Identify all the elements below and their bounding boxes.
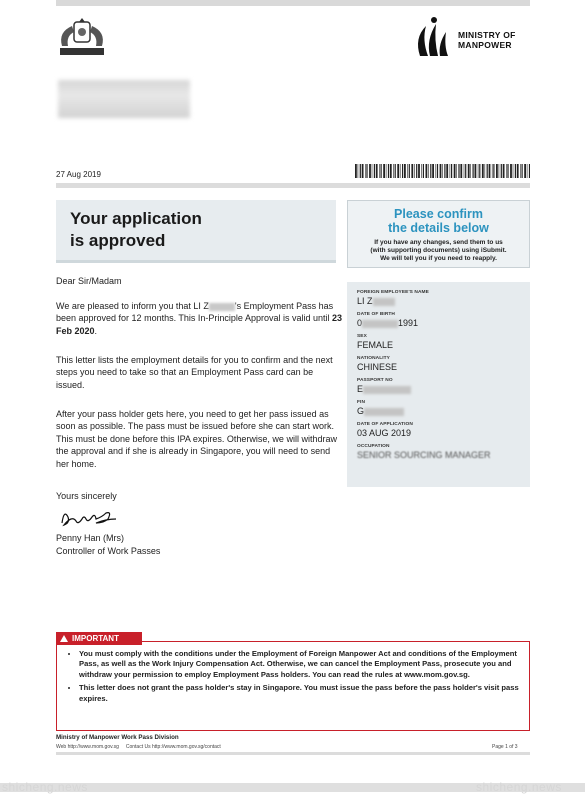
barcode-bar — [409, 164, 410, 178]
approval-banner — [56, 200, 336, 263]
confirm-title — [348, 207, 529, 235]
confirm-title-line2: the details below — [388, 221, 489, 235]
footer-links — [56, 744, 221, 750]
barcode-bar — [376, 164, 378, 178]
barcode-bar — [411, 164, 413, 178]
field-passport — [357, 378, 411, 394]
barcode-bar — [520, 164, 521, 178]
barcode-bar — [470, 164, 471, 178]
paragraph-approval-middle: 's Employment Pass has been approved for 12 months. This In-Principle Approval is valid until — [56, 301, 334, 324]
barcode-bar — [369, 164, 371, 178]
field-label: NATIONALITY — [357, 356, 390, 361]
approval-title-line1: Your application — [70, 209, 202, 228]
field-nationality — [357, 356, 397, 372]
ministry-line1: MINISTRY OF — [458, 30, 516, 40]
barcode-bar — [418, 164, 420, 178]
confirm-text-line1: If you have any changes, send them to us — [374, 239, 503, 246]
dob-year: 1991 — [398, 318, 419, 328]
barcode-bar — [362, 164, 364, 178]
salutation: Dear Sir/Madam — [56, 276, 122, 286]
barcode-bar — [492, 164, 493, 178]
barcode-bar — [468, 164, 470, 178]
barcode-bar — [487, 164, 488, 178]
field-value: CHINESE — [357, 362, 398, 372]
barcode-bar — [366, 164, 367, 178]
important-notice — [56, 641, 530, 731]
watermark-left: shicheng.news — [2, 780, 88, 794]
field-fin — [357, 400, 404, 416]
barcode-bar — [524, 164, 526, 178]
barcode-bar — [517, 164, 519, 178]
barcode-bar — [510, 164, 512, 178]
barcode-bar — [489, 164, 491, 178]
redacted-name — [209, 303, 235, 311]
barcode-bar — [446, 164, 448, 178]
confirm-text-line3: We will tell you if you need to reapply. — [380, 255, 497, 262]
ministry-line2: MANPOWER — [458, 40, 512, 50]
barcode-bar — [482, 164, 484, 178]
barcode-bar — [416, 164, 417, 178]
barcode-bar — [393, 164, 394, 178]
field-label: FIN — [357, 400, 366, 405]
field-label: OCCUPATION — [357, 444, 390, 449]
barcode-bar — [515, 164, 516, 178]
barcode-bar — [507, 164, 508, 178]
important-item-2: • This letter does not grant the pass holder's stay in Singapore. You must issue the pass before the pass holder's visit pass expires. — [79, 683, 519, 704]
paragraph-next-steps: After your pass holder gets here, you need to get her pass issued as soon as possible. The pass must be issued before she can start work. This must be done before this IPA expires. Otherwise, we will withdraw the approval and if she is already in Singapore, you will need to send her home. — [56, 409, 337, 469]
important-label: IMPORTANT — [72, 634, 119, 643]
barcode-bar — [426, 164, 428, 178]
letter-date: 27 Aug 2019 — [56, 170, 101, 179]
singapore-crest-icon — [56, 16, 108, 60]
barcode-bar — [436, 164, 437, 178]
barcode-bar — [440, 164, 442, 178]
barcode-bar — [432, 164, 434, 178]
barcode-bar — [456, 164, 457, 178]
barcode-bar — [423, 164, 424, 178]
footer-bar — [56, 752, 530, 755]
field-dob — [357, 312, 418, 328]
important-tab — [56, 632, 142, 645]
barcode-bar — [437, 164, 438, 178]
redacted-dob — [362, 320, 398, 328]
field-value — [357, 318, 418, 328]
watermark-right: shicheng.news — [476, 780, 562, 794]
barcode-bar — [451, 164, 452, 178]
redacted-address — [58, 80, 190, 118]
signature-image — [58, 505, 138, 529]
paragraph-approval-end: . — [94, 325, 98, 336]
redacted-name-part — [373, 298, 395, 306]
barcode-bar — [372, 164, 373, 178]
warning-icon — [60, 635, 68, 642]
ministry-name — [458, 30, 516, 50]
barcode-bar — [460, 164, 462, 178]
barcode-bar — [383, 164, 385, 178]
field-occupation — [357, 444, 491, 460]
field-value: SENIOR SOURCING MANAGER — [357, 450, 491, 460]
barcode-bar — [478, 164, 479, 178]
barcode-bar — [454, 164, 456, 178]
field-value — [357, 384, 411, 394]
field-application-date — [357, 422, 413, 438]
footer-web-link[interactable]: Web http://www.mom.gov.sg — [56, 744, 119, 750]
barcode-bar — [442, 164, 443, 178]
confirm-details-panel — [347, 200, 530, 268]
confirm-text-line2: (with supporting documents) using iSubmit. — [370, 247, 507, 254]
fin-prefix: G — [357, 406, 365, 416]
approval-title — [70, 208, 202, 252]
barcode-bar — [444, 164, 445, 178]
footer-division: Ministry of Manpower Work Pass Division — [56, 734, 179, 741]
barcode-bar — [390, 164, 392, 178]
field-name — [357, 290, 429, 306]
barcode-bar — [421, 164, 422, 178]
validity-date: 23 Feb 2020 — [56, 313, 343, 336]
barcode-bar — [513, 164, 514, 178]
barcode-bar — [522, 164, 523, 178]
dob-prefix: 0 — [357, 318, 363, 328]
confirm-instructions — [348, 239, 529, 263]
barcode-bar — [360, 164, 361, 178]
footer-contact-link[interactable]: Contact Us http://www.mom.gov.sg/contact — [125, 744, 221, 750]
barcode-bar — [400, 164, 401, 178]
barcode-bar — [485, 164, 486, 178]
barcode-bar — [458, 164, 459, 178]
barcode-bar — [499, 164, 500, 178]
employee-name: LI Z — [357, 296, 373, 306]
barcode-bar — [381, 164, 382, 178]
barcode-bar — [358, 164, 359, 178]
barcode-bar — [473, 164, 474, 178]
barcode-bar — [475, 164, 477, 178]
barcode-bar — [465, 164, 466, 178]
important-list — [71, 649, 519, 704]
signer-title: Controller of Work Passes — [56, 546, 161, 556]
barcode-bar — [355, 164, 357, 178]
barcode-bar — [496, 164, 498, 178]
confirm-title-line1: Please confirm — [394, 207, 483, 221]
passport-prefix: E — [357, 384, 364, 394]
barcode-bar — [430, 164, 431, 178]
barcode-bar — [527, 164, 528, 178]
barcode-bar — [388, 164, 389, 178]
barcode-bar — [386, 164, 387, 178]
barcode-bar — [379, 164, 380, 178]
barcode-bar — [479, 164, 480, 178]
header-divider — [56, 183, 530, 188]
barcode-bar — [450, 164, 451, 178]
paragraph-approval-start: We are pleased to inform you that LI Z — [56, 301, 209, 311]
paragraph-details: This letter lists the employment details for you to confirm and the next steps you need to take so that an Employment Pass card can be issued. — [56, 355, 333, 390]
barcode-bar — [374, 164, 375, 178]
barcode-bar — [503, 164, 505, 178]
field-label: PASSPORT NO — [357, 378, 393, 383]
redacted-fin — [364, 408, 404, 416]
field-value — [357, 406, 404, 416]
field-value: 03 AUG 2019 — [357, 428, 412, 438]
field-label: DATE OF BIRTH — [357, 312, 395, 317]
barcode-bar — [407, 164, 408, 178]
top-bar — [56, 0, 530, 6]
important-item-1: • You must comply with the conditions under the Employment of Foreign Manpower Act and conditions of the Employment Pass, as well as the Work Injury Compensation Act. Otherwise, we can cancel the Employment Pass, prosecute you and withdraw your permission to employ Employment Pass holders. You can read the rules at www.mom.gov.sg. — [79, 649, 519, 680]
barcode-bar — [402, 164, 403, 178]
field-label: SEX — [357, 334, 367, 339]
page-number: Page 1 of 3 — [492, 744, 518, 750]
barcode — [355, 164, 530, 178]
barcode-bar — [365, 164, 366, 178]
barcode-bar — [529, 164, 530, 178]
signer-name: Penny Han (Mrs) — [56, 533, 125, 543]
field-sex — [357, 334, 393, 350]
barcode-bar — [395, 164, 396, 178]
approval-title-line2: is approved — [70, 231, 166, 250]
barcode-bar — [506, 164, 507, 178]
barcode-bar — [501, 164, 502, 178]
barcode-bar — [414, 164, 415, 178]
employee-details-panel — [347, 282, 530, 487]
barcode-bar — [493, 164, 494, 178]
field-value: FEMALE — [357, 340, 394, 350]
field-label: DATE OF APPLICATION — [357, 422, 413, 427]
field-value — [357, 296, 429, 306]
paragraph-approval — [56, 300, 342, 337]
barcode-bar — [404, 164, 406, 178]
barcode-bar — [464, 164, 465, 178]
barcode-bar — [397, 164, 399, 178]
closing: Yours sincerely — [56, 491, 117, 501]
field-label: FOREIGN EMPLOYEE'S NAME — [357, 290, 429, 295]
redacted-passport — [363, 386, 411, 394]
barcode-bar — [428, 164, 429, 178]
